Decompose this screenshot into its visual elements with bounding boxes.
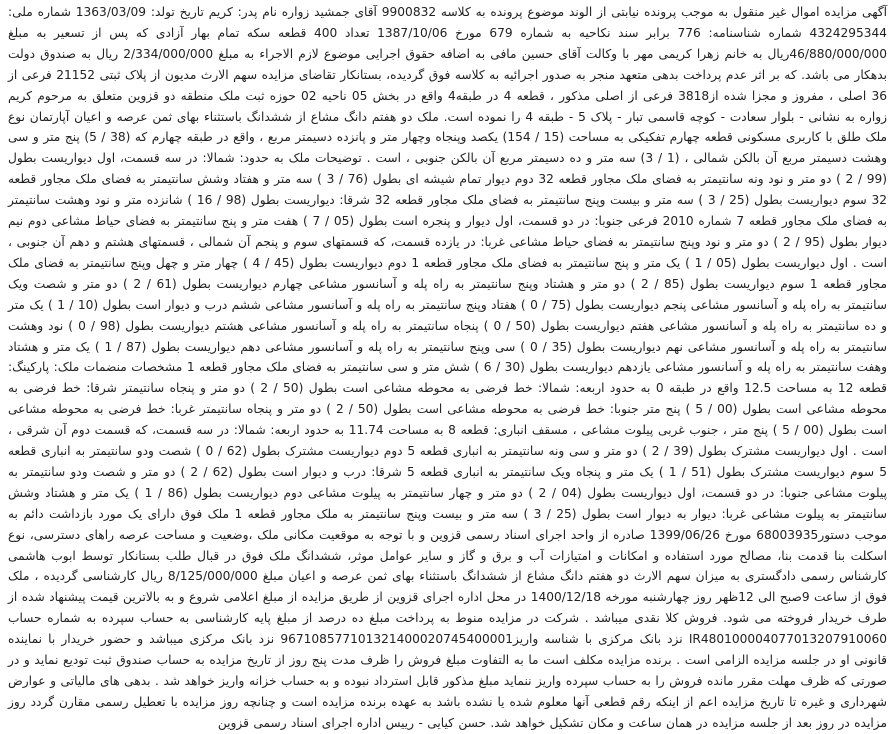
notice-body-text: آگهی مزایده اموال غیر منقول به موجب پرونده نیابتی از الوند موضوع پرونده به کلاسه 9900832 آقای جمشید زواره نام پدر: کریم تاریخ تولد: 1363/03/09 شماره ملی: 4324295344 شماره شناسنامه: 776 برابر سند نکاحیه به شماره 679 مورخ 1387/10/06 تعداد 400 قطعه سکه تمام بهار آزادی که پس از تسعیر به مبلغ 46/880/000/000ریال به خانم زهرا کریمی مهر با وکالت آقای حسین مافی به اضافه حقوق اجرایی موضوع لازم الاجراء به مبلغ 2/334/000/000 ریال به صندوق دولت بدهکار می باشد. که بر اثر عدم پرداخت بدهی متعهد منجر به صدور اجرائیه به کلاسه فوق گردیده، بستانکار تقاضای مزایده سهم الارث مدیون از پلاک ثبتی 21152 فرعی از 36 اصلی ، مفروز و مجزا شده از3818 فرعی از اصلی مذکور ، قطعه 4 در طبقه4 واقع در بخش 05 ناحیه 02 حوزه ثبت ملک منطقه دو قزوین متعلق به مرحوم کریم زواره به نشانی - بلوار سعادت - کوچه قاسمی تبار - پلاک 5 - طبقه 4 را نموده است. ملک دو هفتم دانگ مشاع از ششدانگ باستثناء بهای ثمن عرصه و اعیان آپارتمان نوع ملک طلق با کاربری مسکونی قطعه چهارم تفکیکی به مساحت (15 / 154) یکصد وپنجاه وچهار متر و پانزده دسیمتر مربع ، واقع در طبقه چهارم که (38 / 5) پنج متر و سی وهشت دسیمتر مربع آن بالکن شمالی ، (1 / 3) سه متر و ده دسیمتر مربع آن بالکن جنوبی ، است . توضیحات ملک به حدود: شمالا: در سه قسمت، اول دیواریست بطول (99 / 2 ) دو متر و نود ونه سانتیمتر به فضای ملک مجاور قطعه 32 دوم دیوار تمام شیشه ای بطول (76 / 3 ) سه متر و هفتاد وشش سانتیمتر به فضای ملک مجاور قطعه 32 سوم دیواریست بطول (25 / 3 ) سه متر و بیست وپنج سانتیمتر به فضای ملک مجاور قطعه 32 شرقا: دیواریست بطول (98 / 16 ) شانزده متر و نود وهشت سانتیمتر به فضای ملک مجاور قطعه 7 شماره 2010 فرعی جنوبا: در دو قسمت، اول دیوار و پنجره است بطول (05 / 7 ) هفت متر و پنج سانتیمتر به فضای حیاط مشاعی دوم نیم دیوار بطول (95 / 2 ) دو متر و نود وپنج سانتیمتر به فضای حیاط مشاعی غربا: در یازده قسمت، که قسمتهای سوم و پنجم آن شمالی ، قسمتهای هشتم و دهم آن جنوبی ، است . اول دیواریست بطول (05 / 1 ) یک متر و پنج سانتیمتر به فضای ملک مجاور قطعه 1 دوم دیواریست بطول (45 / 4 ) چهار متر و چهل وپنج سانتیمتر به فضای ملک مجاور قطعه 1 سوم دیواریست بطول (85 / 2 ) دو متر و هشتاد وپنج سانتیمتر به راه پله و آسانسور مشاعی چهارم دیواریست بطول (61 / 2 ) دو متر و شصت ویک سانتیمتر به راه پله و آسانسور مشاعی پنجم دیواریست بطول (75 / 0 ) هفتاد وپنج سانتیمتر به راه پله و آسانسور مشاعی ششم درب و دیوار است بطول (10 / 1 ) یک متر و ده سانتیمتر به راه پله و آسانسور مشاعی هفتم دیواریست بطول (50 / 0 ) پنجاه سانتیمتر به راه پله و آسانسور مشاعی هشتم دیواریست بطول (98 / 0 ) نود وهشت سانتیمتر به راه پله و آسانسور مشاعی نهم دیواریست بطول (35 / 0 ) سی وپنج سانتیمتر به راه پله و آسانسور مشاعی دهم دیواریست بطول (87 / 1 ) یک متر و هشتاد وهفت سانتیمتر به راه پله و آسانسور مشاعی یازدهم دیواریست بطول (30 / 6 ) شش متر و سی سانتیمتر به فضای ملک مجاور قطعه 1 مشخصات منضمات ملک: پارکینگ: قطعه 12 به مساحت 12.5 واقع در طبقه 0 به حدود اربعه: شمالا: خط فرضی به محوطه مشاعی است بطول (50 / 2 ) دو متر و پنجاه سانتیمتر شرقا: خط فرضی به محوطه مشاعی است بطول (00 / 5 ) پنج متر جنوبا: خط فرضی به محوطه مشاعی است بطول (50 / 2 ) دو متر و پنجاه سانتیمتر غربا: خط فرضی به محوطه مشاعی است بطول (00 / 5 ) پنج متر ، جنوب غربی پیلوت مشاعی ، مسقف انباری: قطعه 8 به مساحت 11.74 به حدود اربعه: شمالا: در سه قسمت، که قسمت دوم آن شرقی ، است . اول دیواریست مشترک بطول (39 / 2 ) دو متر و سی ونه سانتیمتر به انباری قطعه 5 دوم دیواریست مشترک بطول (62 / 0 ) شصت ودو سانتیمتر به انباری قطعه 5 سوم دیواریست مشترک بطول (51 / 1 ) یک متر و پنجاه ویک سانتیمتر به انباری قطعه 5 شرقا: درب و دیوار است بطول (62 / 2 ) دو متر و شصت ودو سانتیمتر به پیلوت مشاعی جنوبا: در دو قسمت، اول دیواریست بطول (04 / 2 ) دو متر و چهار سانتیمتر به پیلوت مشاعی دوم دیواریست بطول (86 / 1 ) یک متر و هشتاد وشش سانتیمتر به پیلوت مشاعی غربا: دیوار به دیوار است بطول (25 / 3 ) سه متر و بیست وپنج سانتیمتر به ملک مجاور قطعه 1 ملک فوق دارای یک مورد بازداشت دائم به موجب دستور68003935 مورخ 1399/06/26 صادره از واحد اجرای اسناد رسمی قزوین و با توجه به موقعیت مکانی ملک ،وضعیت و مساحت عرصه راهای دسترسی، نوع اسکلت بنا قدمت بنا، مصالح مورد استفاده و امکانات و امتیازات آب و برق و گاز و سایر عوامل موثر، ششدانگ ملک فوق در قبال طلب بستانکار توسط ابوب هاشمی کارشناس رسمی دادگستری به میزان سهم الارث دو هفتم دانگ مشاع از ششدانگ باستثناء بهای ثمن عرصه و اعیان مبلغ 8/125/000/000 ریال کارشناسی گردیده ، ملک فوق از ساعت 9صبح الی 12ظهر روز چهارشنبه مورخه 1400/12/18 در محل اداره اجرای قزوین از طریق مزایده از مبلغ اعلامی شروع و به بالاترین قیمت پیشنهاد شده از طرف خریدار فروخته می شود. فروش کلا نقدی میباشد . شرکت در مزایده منوط به پرداخت مبلغ ده درصد از مبلغ پایه کارشناسی به حساب سپرده به شماره حساب IR480100004077013207910060 نزد بانک مرکزی با شناسه واریز967108577101321400020745400001 نزد بانک مرکزی میباشد و حضور خریدار با نماینده قانونی او در جلسه مزایده الزامی است . برنده مزایده مکلف است ما به التفاوت مبلغ فروش را ظرف مدت پنج روز از تاریخ مزایده به حساب صندوق ثبت تودیع نماید و در صورتی که ظرف مهلت مقرر مانده فروش را به حساب سپرده واریز ننماید مبلغ مذکور قابل استرداد نبوده و به حساب خزانه واریز خواهد شد . بدهی های مالیاتی و عوارض شهرداری و غیره تا تاریخ مزایده اعم از اینکه رقم قطعی آنها معلوم شده یا نشده باشد به عهده برنده مزایده است و چنانچه روز مزایده با تعطیل رسمی مقارن گردد روز مزایده در روز بعد از جلسه مزایده در همان ساعت و مکان تشکیل خواهد شد. حسن کیایی - رییس اداره اجرای اسناد رسمی قزوین [8,5,888,730]
